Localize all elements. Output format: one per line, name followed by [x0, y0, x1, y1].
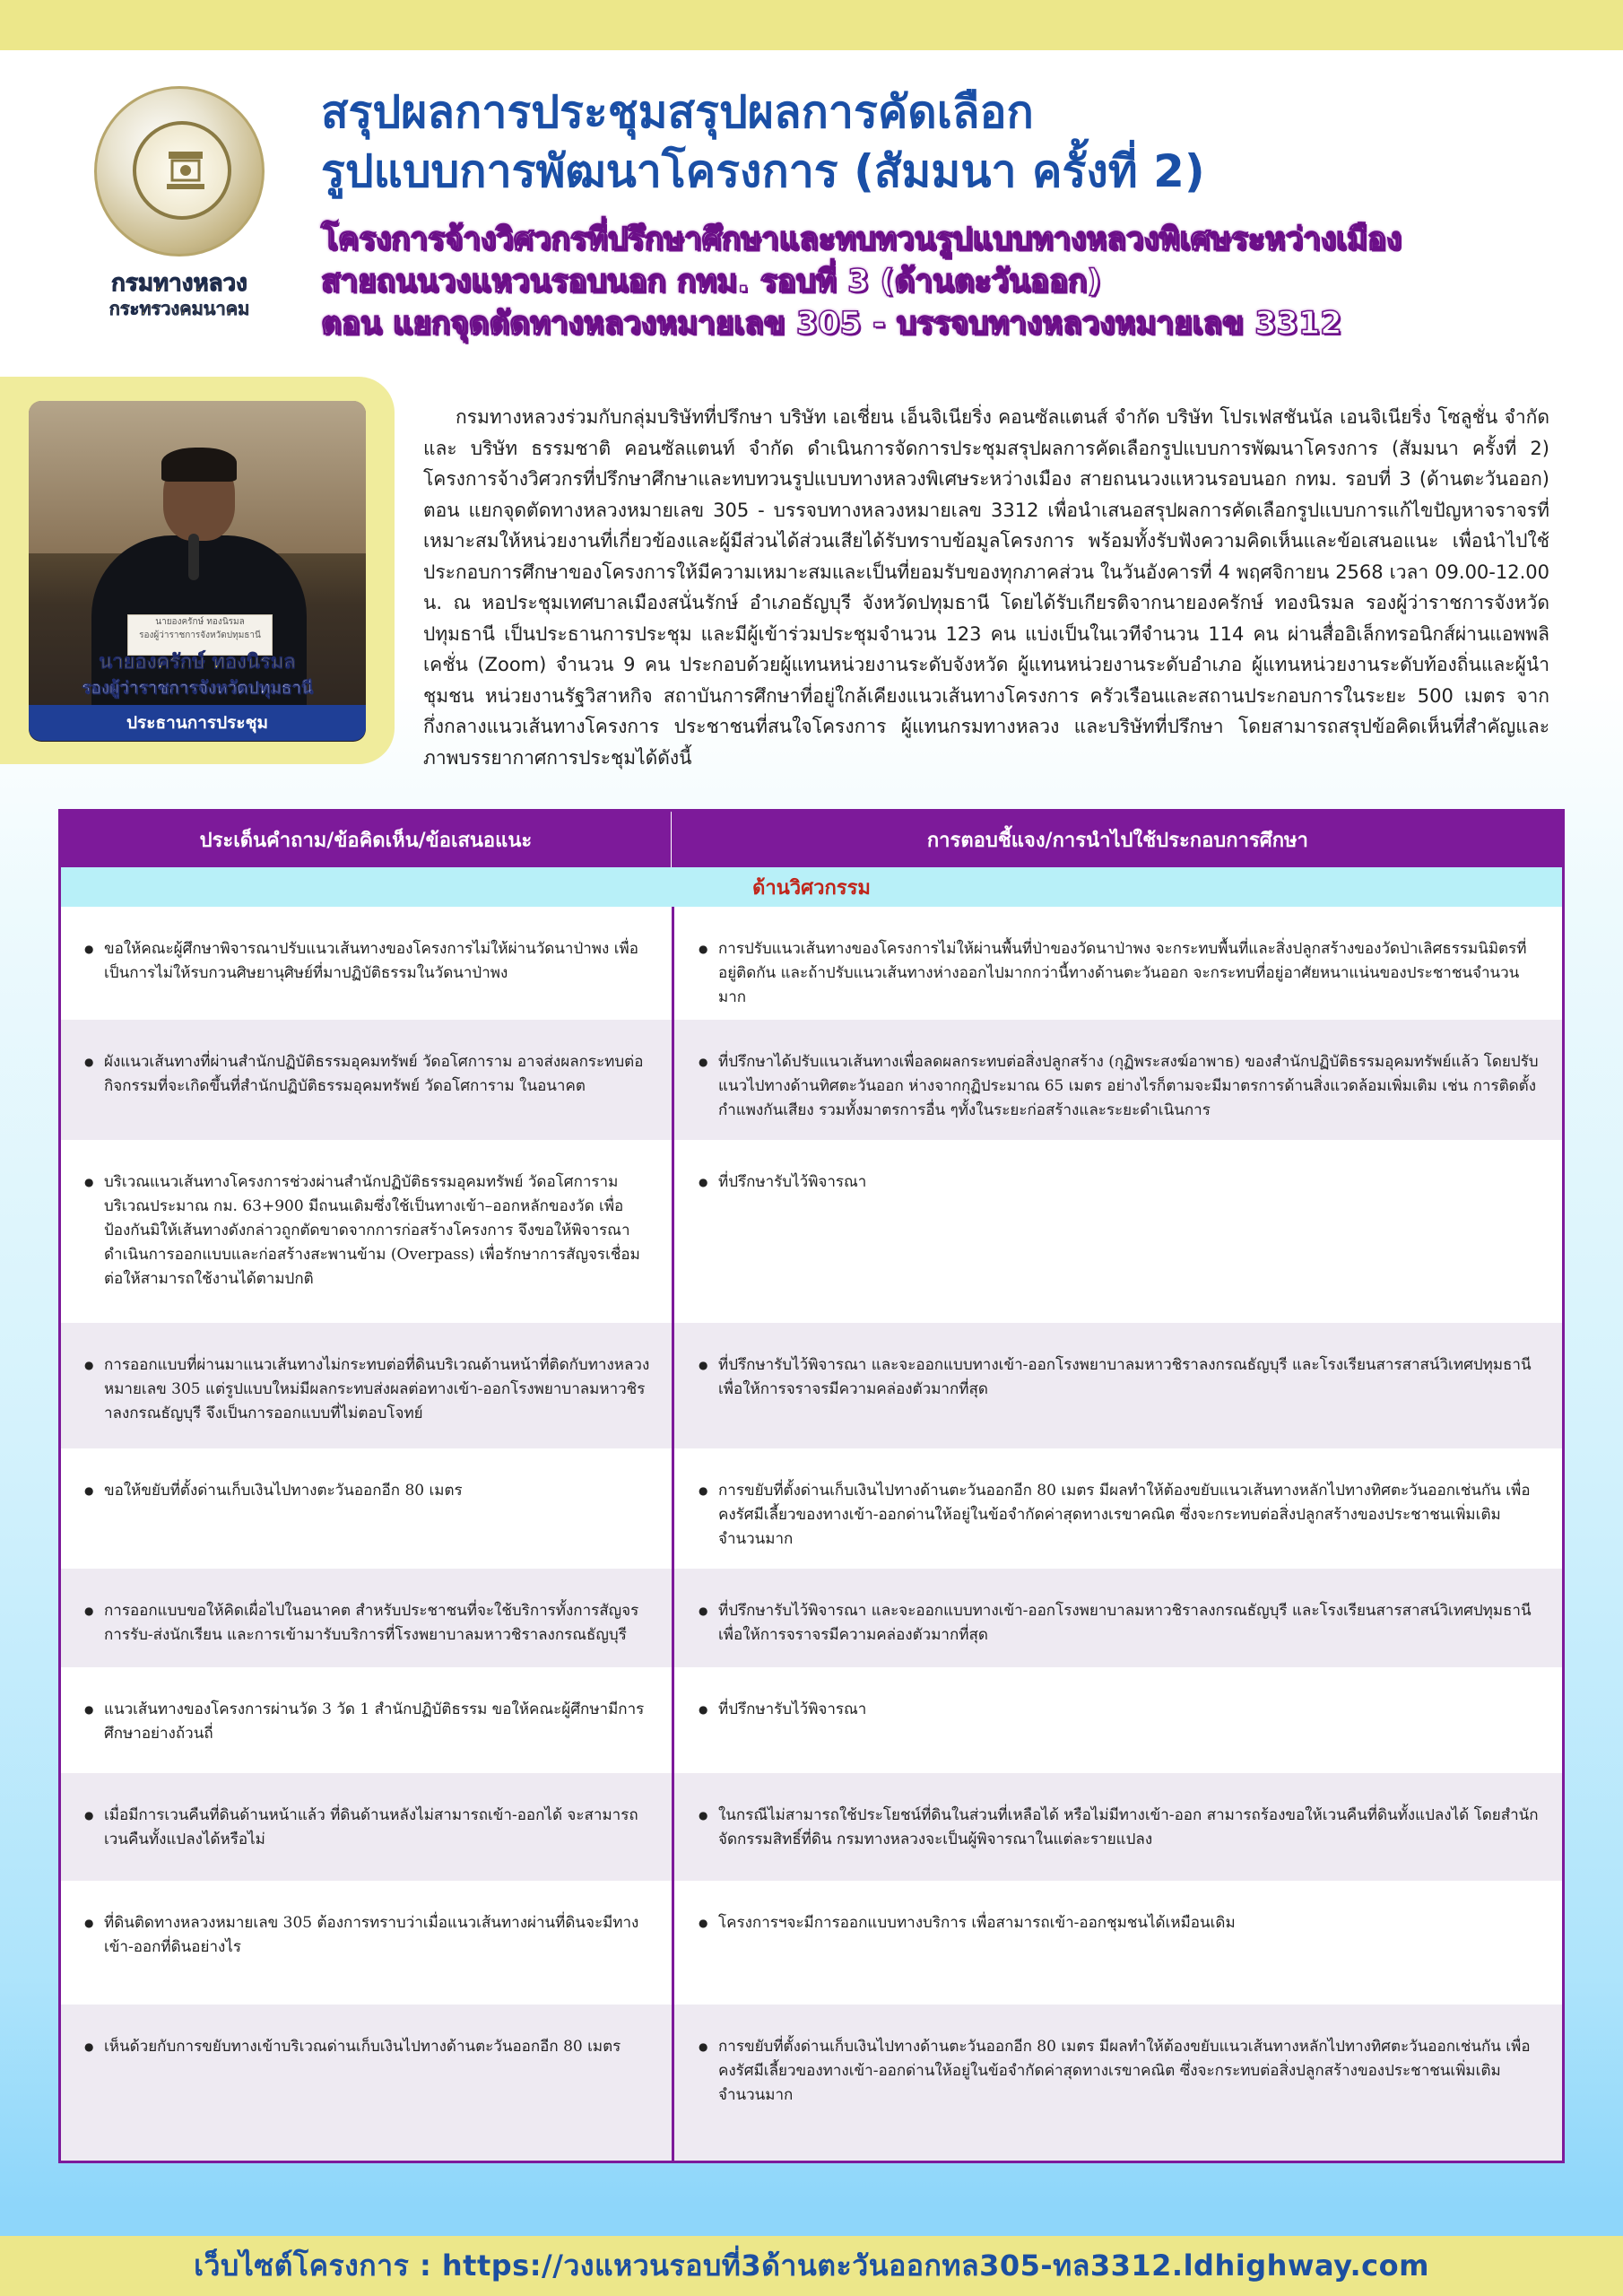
response-cell: ● ที่ปรึกษารับไว้พิจารณา และจะออกแบบทางเข้า-ออกโรงพยาบาลมหาวชิราลงกรณธัญบุรี และโรงเรียนสารสาสน์วิเทศปทุมธานีเพื่อให้การจราจรมีความคล่องตัวมากที่สุด: [672, 1569, 1562, 1667]
question-cell: ● ที่ดินติดทางหลวงหมายเลข 305 ต้องการทราบว่าเมื่อแนวเส้นทางผ่านที่ดินจะมีทางเข้า-ออกที่ดินอย่างไร: [61, 1881, 672, 2005]
title-line2: รูปแบบการพัฒนาโครงการ (สัมมนา ครั้งที่ 2): [321, 145, 1205, 197]
response-cell: ● ที่ปรึกษารับไว้พิจารณา: [672, 1667, 1562, 1773]
project-website-link[interactable]: เว็บไซต์โครงการ : https://วงแหวนรอบที่3ด้านตะวันออกทล305-ทล3312.ldhighway.com: [194, 2248, 1429, 2283]
response-cell: ● การขยับที่ตั้งด่านเก็บเงินไปทางด้านตะวันออกอีก 80 เมตร มีผลทำให้ต้องขยับแนวเส้นทางหลักไปทางทิศตะวันออกเช่นกัน เพื่อคงรัศมีเลี้ยวของทางเข้า-ออกด่านให้อยู่ในข้อจำกัดค่าสุดทางเรขาคณิต ซึ่งจะกระทบต่อสิ่งปลูกสร้างของประชาชนเพิ่มเติมจำนวนมาก: [672, 2005, 1562, 2161]
footer-band: [0, 2236, 1623, 2296]
table-row: [61, 1667, 1562, 1773]
question-cell: ● การออกแบบที่ผ่านมาแนวเส้นทางไม่กระทบต่อที่ดินบริเวณด้านหน้าที่ติดกับทางหลวงหมายเลข 305 แต่รูปแบบใหม่มีผลกระทบส่งผลต่อทางเข้า-ออกโรงพยาบาลมหาวชิราลงกรณธัญบุรี จึงเป็นการออกแบบที่ไม่ตอบโจทย์: [61, 1323, 672, 1448]
table-header: [61, 812, 1562, 867]
table-row: [61, 1773, 1562, 1881]
table-row: [61, 2005, 1562, 2161]
response-cell: ● ในกรณีไม่สามารถใช้ประโยชน์ที่ดินในส่วนที่เหลือได้ หรือไม่มีทางเข้า-ออก สามารถร้องขอให้เวนคืนที่ดินทั้งแปลงได้ โดยสำนักจัดกรรมสิทธิ์ที่ดิน กรมทางหลวงจะเป็นผู้พิจารณาในแต่ละรายแปลง: [672, 1773, 1562, 1881]
department-logo: [90, 86, 269, 265]
microphone-icon: [188, 534, 199, 580]
column-divider: [672, 812, 674, 2161]
subtitle-line2: สายถนนวงแหวนรอบนอก กทม. รอบที่ 3 (ด้านตะวันออก): [321, 264, 1102, 300]
logo-name-line2: กระทรวงคมนาคม: [108, 298, 250, 319]
logo-name-line1: กรมทางหลวง: [111, 270, 247, 297]
question-cell: ● ผังแนวเส้นทางที่ผ่านสำนักปฏิบัติธรรมอุคมทรัพย์ วัดอโศการาม อาจส่งผลกระทบต่อกิจกรรมที่จะเกิดขึ้นที่สำนักปฏิบัติธรรมอุคมทรัพย์ วัดอโศการาม ในอนาคต: [61, 1020, 672, 1140]
question-cell: ● บริเวณแนวเส้นทางโครงการช่วงผ่านสำนักปฏิบัติธรรมอุคมทรัพย์ วัดอโศการาม บริเวณประมาณ กม. 63+900 มีถนนเดิมซึ่งใช้เป็นทางเข้า–ออกหลักของวัด เพื่อป้องกันมิให้เส้นทางดังกล่าวถูกตัดขาดจากการก่อสร้างโครงการ จึงขอให้พิจารณาดำเนินการออกแบบและก่อสร้างสะพานข้าม (Overpass) เพื่อรักษาการสัญจรเชื่อมต่อให้สามารถใช้งานได้ตามปกติ: [61, 1140, 672, 1323]
emblem-icon: [163, 144, 208, 195]
table-row: [61, 907, 1562, 1020]
table-row: [61, 1881, 1562, 2005]
page-title: [321, 83, 1576, 201]
logo-label: [90, 269, 269, 319]
project-subtitle: [321, 219, 1594, 345]
intro-paragraph: กรมทางหลวงร่วมกับกลุ่มบริษัทที่ปรึกษา บริษัท เอเชี่ยน เอ็นจิเนียริ่ง คอนซัลแตนส์ จำกัด บริษัท โปรเฟสชันนัล เอนจิเนียริ่ง โซลูชั่น จำกัดและ บริษัท ธรรมชาติ คอนซัลแตนท์ จำกัด ดำเนินการจัดการประชุมสรุปผลการคัดเลือกรูปแบบการพัฒนาโครงการ (สัมมนา ครั้งที่ 2) โครงการจ้างวิศวกรที่ปรึกษาศึกษาและทบทวนรูปแบบทางหลวงพิเศษระหว่างเมือง สายถนนวงแหวนรอบนอก กทม. รอบที่ 3 (ด้านตะวันออก) ตอน แยกจุดตัดทางหลวงหมายเลข 305 - บรรจบทางหลวงหมายเลข 3312 เพื่อนำเสนอสรุปผลการคัดเลือกรูปแบบการแก้ไขปัญหาจราจรที่เหมาะสมให้หน่วยงานที่เกี่ยวข้องและผู้มีส่วนได้ส่วนเสียได้รับทราบข้อมูลโครงการ พร้อมทั้งรับฟังความคิดเห็นและข้อเสนอแนะ เพื่อนำไปใช้ประกอบการศึกษาของโครงการให้มีความเหมาะสมและเป็นที่ยอมรับของทุกภาคส่วน ในวันอังคารที่ 4 พฤศจิกายน 2568 เวลา 09.00-12.00 น. ณ หอประชุมเทศบาลเมืองสนั่นรักษ์ อำเภอธัญบุรี จังหวัดปทุมธานี โดยได้รับเกียรติจากนายองครักษ์ ทองนิรมล รองผู้ว่าราชการจังหวัดปทุมธานี เป็นประธานการประชุม และมีผู้เข้าร่วมประชุมจำนวน 123 คน แบ่งเป็นในเวทีจำนวน 114 คน ผ่านสื่ออิเล็กทรอนิกส์ผ่านแอพพลิเคชั่น (Zoom) จำนวน 9 คน ประกอบด้วยผู้แทนหน่วยงานระดับจังหวัด ผู้แทนหน่วยงานระดับอำเภอ ผู้แทนหน่วยงานระดับท้องถิ่นและผู้นำชุมชน หน่วยงานรัฐวิสาหกิจ สถาบันการศึกษาที่อยู่ใกล้เคียงแนวเส้นทางโครงการ ครัวเรือนและสถานประกอบการในระยะ 500 เมตร จากกึ่งกลางแนวเส้นทางโครงการ ประชาชนที่สนใจโครงการ ผู้แทนกรมทางหลวง และบริษัทที่ปรึกษา โดยสามารถสรุปข้อคิดเห็นที่สำคัญและภาพบรรยากาศการประชุมได้ดังนี้: [423, 406, 1549, 769]
top-band: [0, 0, 1623, 50]
response-cell: ● ที่ปรึกษาได้ปรับแนวเส้นทางเพื่อลดผลกระทบต่อสิ่งปลูกสร้าง (กุฏิพระสงฆ์อาพาธ) ของสำนักปฏิบัติธรรมอุคมทรัพย์แล้ว โดยปรับแนวไปทางด้านทิศตะวันออก ห่างจากกุฏิประมาณ 65 เมตร อย่างไรก็ตามจะมีมาตรการด้านสิ่งแวดล้อมเพิ่มเติม เช่น การติดตั้งกำแพงกันเสียง รวมทั้งมาตรการอื่น ๆทั้งในระยะก่อสร้างและระยะดำเนินการ: [672, 1020, 1562, 1140]
logo-seal-icon: [94, 86, 265, 257]
question-cell: ● การออกแบบขอให้คิดเผื่อไปในอนาคต สำหรับประชาชนที่จะใช้บริการทั้งการสัญจร การรับ-ส่งนักเรียน และการเข้ามารับบริการที่โรงพยาบาลมหาวชิราลงกรณธัญบุรี: [61, 1569, 672, 1667]
response-cell: ● ที่ปรึกษารับไว้พิจารณา: [672, 1140, 1562, 1323]
table-row: [61, 1448, 1562, 1569]
subtitle-line1: โครงการจ้างวิศวกรที่ปรึกษาศึกษาและทบทวนรูปแบบทางหลวงพิเศษระหว่างเมือง: [321, 222, 1402, 257]
header-questions: ประเด็นคำถาม/ข้อคิดเห็น/ข้อเสนอแนะ: [199, 829, 533, 852]
question-cell: ● ขอให้ขยับที่ตั้งด่านเก็บเงินไปทางตะวันออกอีก 80 เมตร: [61, 1448, 672, 1569]
desk-nameplate: นายองครักษ์ ทองนิรมล รองผู้ว่าราชการจังหวัดปทุมธานี: [127, 614, 273, 656]
response-cell: ● ที่ปรึกษารับไว้พิจารณา และจะออกแบบทางเข้า-ออกโรงพยาบาลมหาวชิราลงกรณธัญบุรี และโรงเรียนสารสาสน์วิเทศปทุมธานีเพื่อให้การจราจรมีความคล่องตัวมากที่สุด: [672, 1323, 1562, 1448]
chairperson-name: นายองครักษ์ ทองนิรมล: [99, 651, 296, 674]
table-row: [61, 1020, 1562, 1140]
chairperson-role: ประธานการประชุม: [29, 705, 366, 741]
table-row: [61, 1569, 1562, 1667]
response-cell: ● โครงการฯจะมีการออกแบบทางบริการ เพื่อสามารถเข้า-ออกชุมชนได้เหมือนเดิม: [672, 1881, 1562, 2005]
question-cell: ● เห็นด้วยกับการขยับทางเข้าบริเวณด่านเก็บเงินไปทางด้านตะวันออกอีก 80 เมตร: [61, 2005, 672, 2161]
table-row: [61, 1323, 1562, 1448]
response-cell: ● การปรับแนวเส้นทางของโครงการไม่ให้ผ่านพื้นที่ป่าของวัดนาป่าพง จะกระทบพื้นที่และสิ่งปลูกสร้างของวัดป่าเลิศธรรมนิมิตรที่อยู่ติดกัน และถ้าปรับแนวเส้นทางห่างออกไปมากกว่านี้ทางด้านตะวันออก จะกระทบที่อยู่อาศัยหนาแน่นของประชาชนจำนวนมาก: [672, 907, 1562, 1020]
chairperson-name-box: [29, 649, 366, 700]
chairperson-position: รองผู้ว่าราชการจังหวัดปทุมธานี: [82, 678, 313, 698]
comments-table: [58, 809, 1565, 2163]
question-cell: ● เมื่อมีการเวนคืนที่ดินด้านหน้าแล้ว ที่ดินด้านหลังไม่สามารถเข้า-ออกได้ จะสามารถเวนคืนทั้งแปลงได้หรือไม่: [61, 1773, 672, 1881]
title-line1: สรุปผลการประชุมสรุปผลการคัดเลือก: [321, 86, 1034, 138]
section-engineering: ด้านวิศวกรรม: [61, 867, 1562, 907]
header-responses: การตอบชี้แจง/การนำไปใช้ประกอบการศึกษา: [671, 812, 1562, 867]
subtitle-line3: ตอน แยกจุดตัดทางหลวงหมายเลข 305 - บรรจบทางหลวงหมายเลข 3312: [321, 306, 1342, 342]
table-row: [61, 1140, 1562, 1323]
question-cell: ● แนวเส้นทางของโครงการผ่านวัด 3 วัด 1 สำนักปฏิบัติธรรม ขอให้คณะผู้ศึกษามีการศึกษาอย่างถ้วนถี่: [61, 1667, 672, 1773]
response-cell: ● การขยับที่ตั้งด่านเก็บเงินไปทางด้านตะวันออกอีก 80 เมตร มีผลทำให้ต้องขยับแนวเส้นทางหลักไปทางทิศตะวันออกเช่นกัน เพื่อคงรัศมีเลี้ยวของทางเข้า-ออกด่านให้อยู่ในข้อจำกัดค่าสุดทางเรขาคณิต ซึ่งจะกระทบต่อสิ่งปลูกสร้างของประชาชนเพิ่มเติมจำนวนมาก: [672, 1448, 1562, 1569]
question-cell: ● ขอให้คณะผู้ศึกษาพิจารณาปรับแนวเส้นทางของโครงการไม่ให้ผ่านวัดนาป่าพง เพื่อเป็นการไม่ให้รบกวนศิษยานุศิษย์ที่มาปฏิบัติธรรมในวัดนาป่าพง: [61, 907, 672, 1020]
